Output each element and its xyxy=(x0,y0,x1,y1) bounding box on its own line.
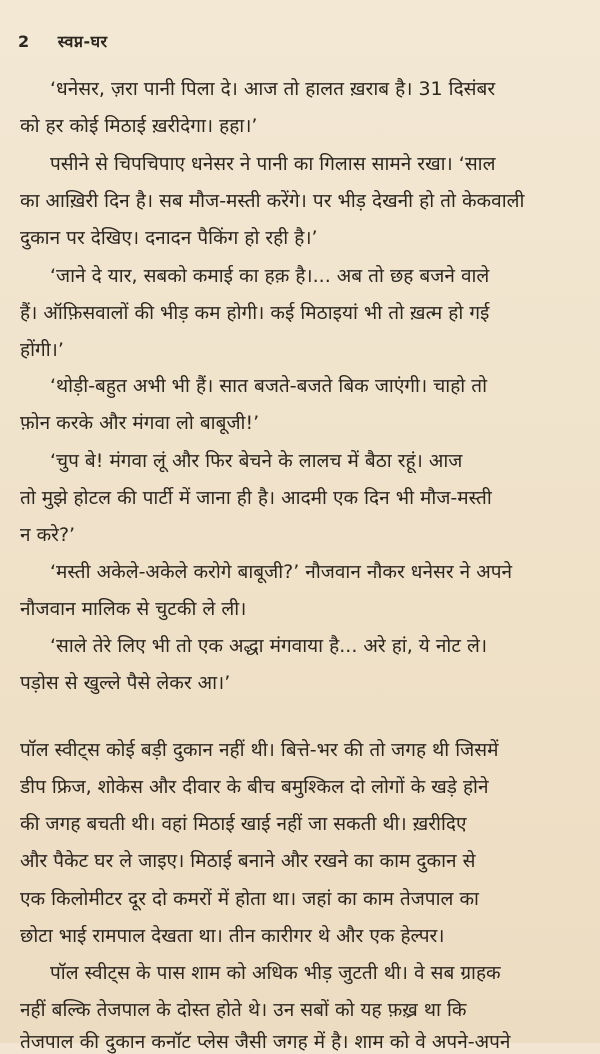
text-line: होंगी।’ xyxy=(20,339,64,361)
text-line: को हर कोई मिठाई ख़रीदेगा। हहा।’ xyxy=(20,115,258,137)
book-title: स्वप्न-घर xyxy=(57,32,108,51)
text-line: और पैकेट घर ले जाइए। मिठाई बनाने और रखने का काम दुकान से xyxy=(20,850,476,872)
text-line: नहीं बल्कि तेजपाल के दोस्त होते थे। उन सबों को यह फ़ख़्र था कि xyxy=(20,999,467,1021)
text-line: छोटा भाई रामपाल देखता था। तीन कारीगर थे और एक हेल्पर। xyxy=(20,925,445,947)
text-line: ‘थोड़ी-बहुत अभी भी हैं। सात बजते-बजते बिक जाएंगी। चाहो तो xyxy=(50,375,487,397)
text-line: ‘मस्ती अकेले-अकेले करोगे बाबूजी?’ नौजवान नौकर धनेसर ने अपने xyxy=(50,561,513,583)
text-line: एक किलोमीटर दूर दो कमरों में होता था। जहां का काम तेजपाल का xyxy=(20,888,479,910)
text-line: पड़ोस से खुल्ले पैसे लेकर आ।’ xyxy=(20,672,231,694)
text-line: का आख़िरी दिन है। सब मौज-मस्ती करेंगे। पर भीड़ देखनी हो तो केकवाली xyxy=(20,190,525,212)
text-line: पसीने से चिपचिपाए धनेसर ने पानी का गिलास सामने रखा। ‘साल xyxy=(50,153,496,175)
text-line: की जगह बचती थी। वहां मिठाई खाई नहीं जा सकती थी। ख़रीदिए xyxy=(20,813,467,835)
page-number: 2 xyxy=(18,32,30,51)
text-line: डीप फ्रिज, शोकेस और दीवार के बीच बमुश्किल दो लोगों के खड़े होने xyxy=(20,776,489,798)
text-line: पॉल स्वीट्स कोई बड़ी दुकान नहीं थी। बित्ते-भर की तो जगह थी जिसमें xyxy=(20,739,499,761)
text-line: न करे?’ xyxy=(20,524,76,546)
text-line: तेजपाल की दुकान कनॉट प्लेस जैसी जगह में है। शाम को वे अपने-अपने xyxy=(20,1031,511,1053)
text-line: फ़ोन करके और मंगवा लो बाबूजी!’ xyxy=(20,412,260,434)
page-header xyxy=(18,30,108,52)
text-line: नौजवान मालिक से चुटकी ले ली। xyxy=(20,598,247,620)
text-line: दुकान पर देखिए। दनादन पैकिंग हो रही है।’ xyxy=(20,227,318,249)
text-line: ‘साले तेरे लिए भी तो एक अद्धा मंगवाया है... अरे हां, ये नोट ले। xyxy=(50,635,488,657)
text-line: पॉल स्वीट्स के पास शाम को अधिक भीड़ जुटती थी। वे सब ग्राहक xyxy=(50,962,501,984)
text-line: ‘चुप बे! मंगवा लूं और फिर बेचने के लालच में बैठा रहूं। आज xyxy=(50,450,463,472)
text-line: ‘धनेसर, ज़रा पानी पिला दे। आज तो हालत ख़राब है। 31 दिसंबर xyxy=(50,78,496,100)
text-line: तो मुझे होटल की पार्टी में जाना ही है। आदमी एक दिन भी मौज-मस्ती xyxy=(20,487,492,509)
text-line: हैं। ऑफ़िसवालों की भीड़ कम होगी। कई मिठाइयां भी तो ख़त्म हो गई xyxy=(20,302,490,324)
text-line: ‘जाने दे यार, सबको कमाई का हक़ है।... अब तो छह बजने वाले xyxy=(50,265,490,287)
